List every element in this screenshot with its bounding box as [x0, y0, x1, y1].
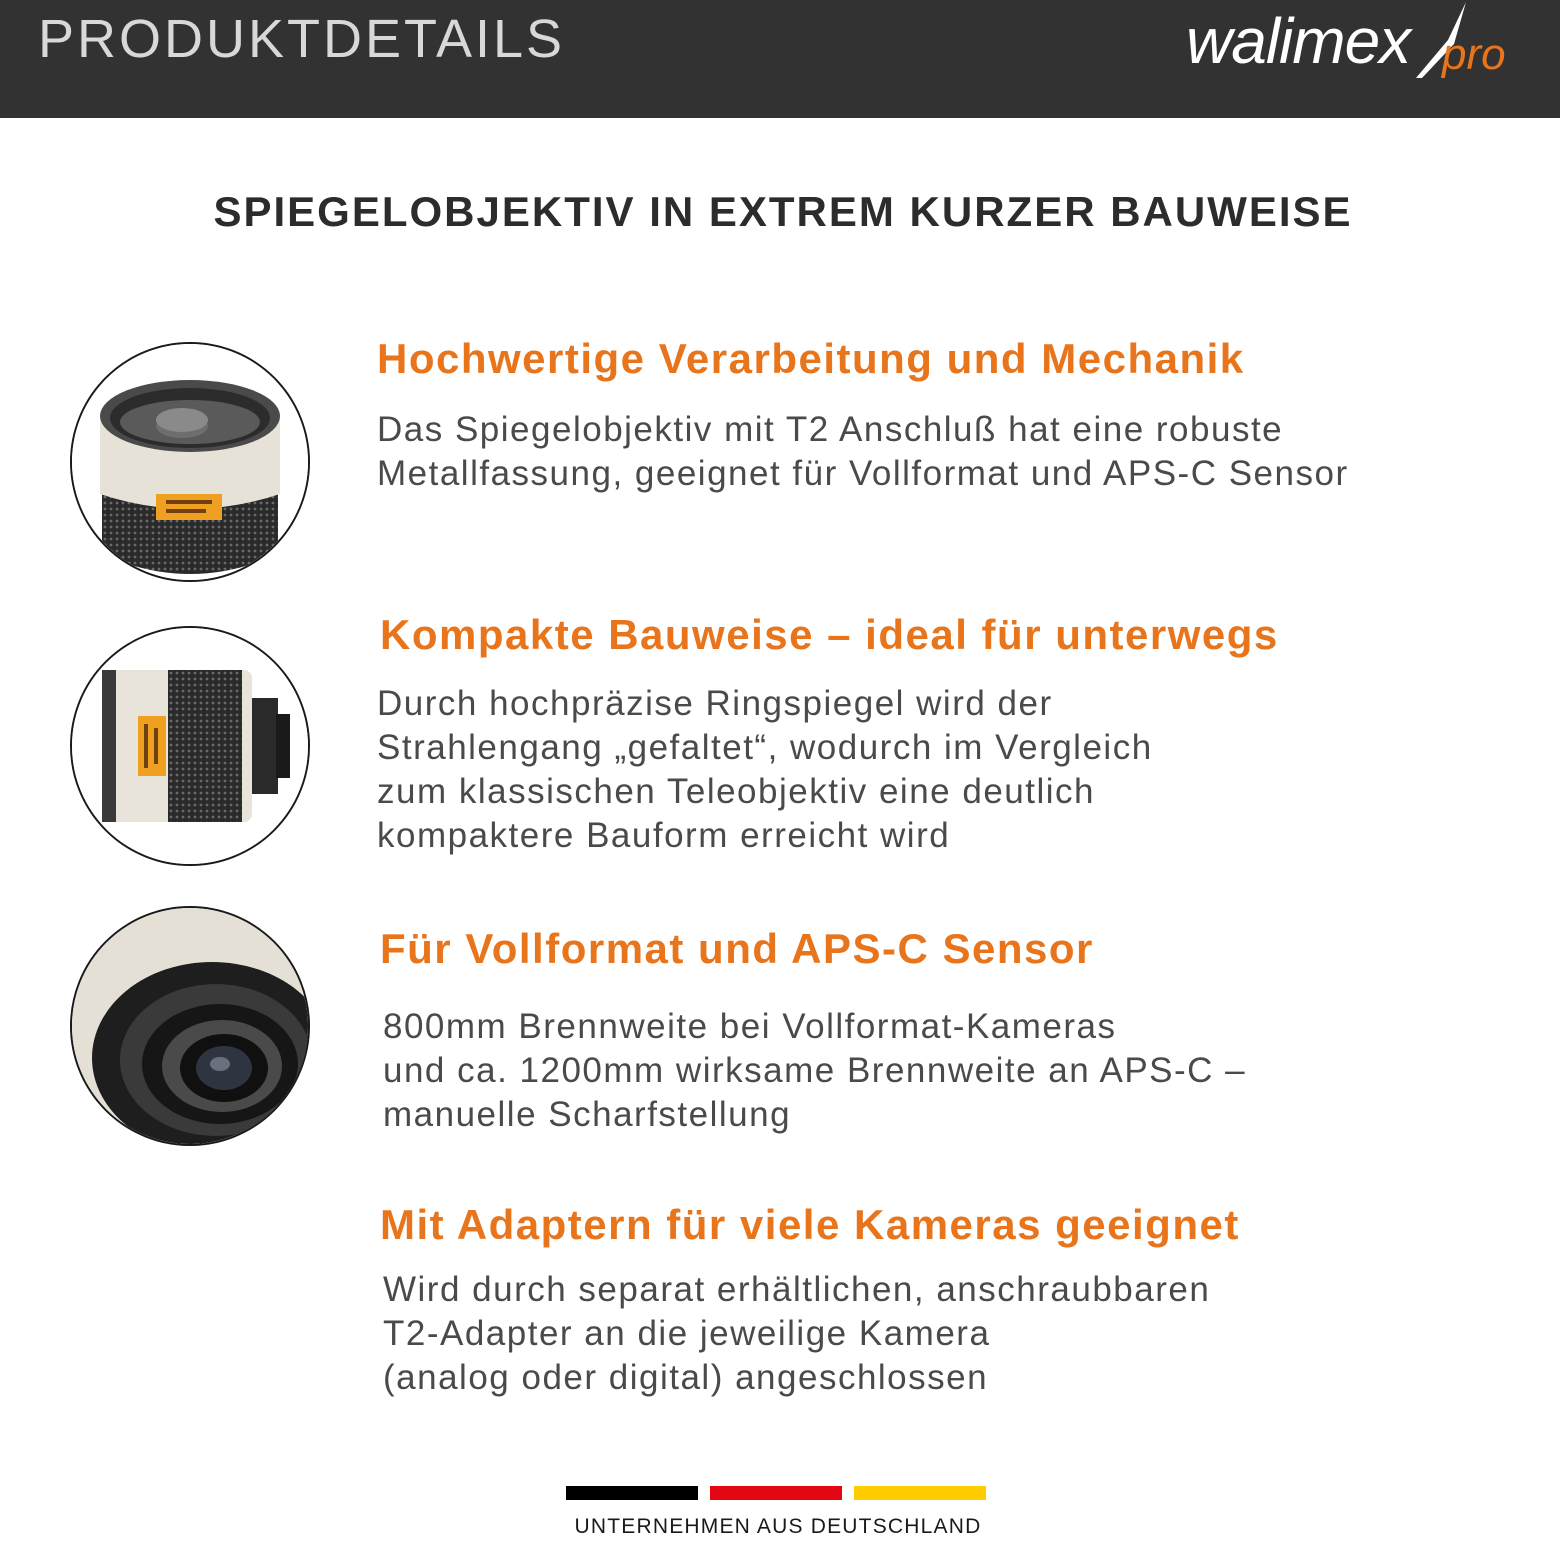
flag-stripe-black	[566, 1486, 698, 1500]
flag-stripe-gold	[854, 1486, 986, 1500]
feature-description: Durch hochpräzise Ringspiegel wird der Strahlengang „gefaltet“, wodurch im Vergleich zum klassischen Teleobjektiv eine deutlich kompaktere Bauform erreicht wird	[377, 684, 1153, 855]
feature-heading: Kompakte Bauweise – ideal für unterwegs	[380, 611, 1279, 658]
logo-brand-text: walimex	[1186, 5, 1411, 77]
feature-heading: Hochwertige Verarbeitung und Mechanik	[377, 335, 1245, 382]
lens-front-view-icon	[70, 342, 310, 582]
header-title: PRODUKTDETAILS	[38, 9, 566, 69]
feature-description: 800mm Brennweite bei Vollformat-Kameras und ca. 1200mm wirksame Brennweite an APS-C – manuelle Scharfstellung	[383, 1007, 1247, 1134]
feature-heading: Mit Adaptern für viele Kameras geeignet	[380, 1201, 1240, 1248]
flag-stripe-red	[710, 1486, 842, 1500]
logo-suffix-text: pro	[1442, 30, 1506, 79]
walimex-pro-logo	[1180, 0, 1540, 90]
header-bar	[0, 0, 1560, 118]
feature-description: Wird durch separat erhältlichen, anschraubbaren T2-Adapter an die jeweilige Kamera (analog oder digital) angeschlossen	[383, 1270, 1211, 1397]
lens-mount-view-icon	[70, 906, 310, 1146]
feature-description: Das Spiegelobjektiv mit T2 Anschluß hat eine robuste Metallfassung, geeignet für Vollformat und APS-C Sensor	[377, 410, 1349, 493]
feature-heading: Für Vollformat und APS-C Sensor	[380, 925, 1094, 972]
page-title: SPIEGELOBJEKTIV IN EXTREM KURZER BAUWEISE	[213, 188, 1353, 235]
lens-side-view-icon	[70, 626, 310, 866]
footer-caption: UNTERNEHMEN AUS DEUTSCHLAND	[574, 1515, 982, 1538]
